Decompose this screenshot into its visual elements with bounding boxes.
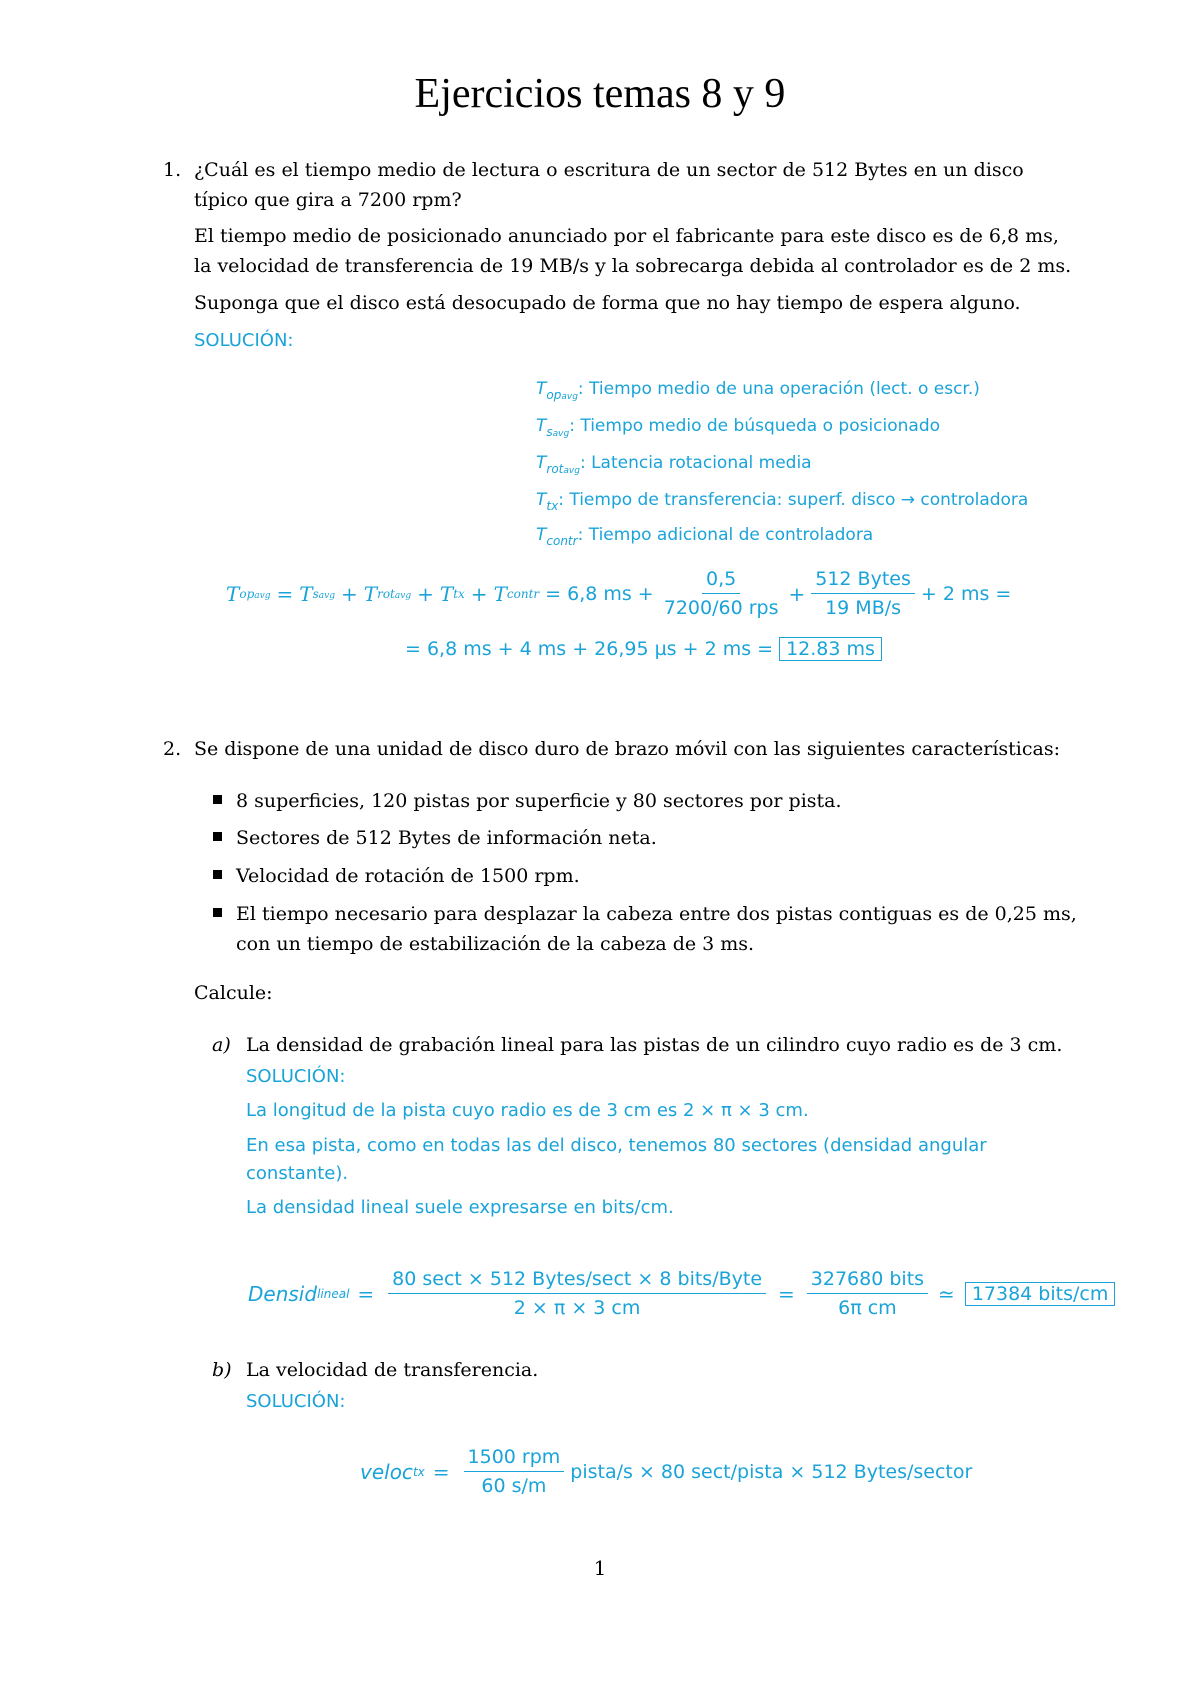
list-item: 8 superficies, 120 pistas por superficie y 80 sectores por pista. <box>213 786 1113 816</box>
part-b-solution-label: SOLUCIÓN: <box>246 1391 346 1412</box>
part-a-label: a) <box>212 1034 231 1056</box>
definition-item: $T_{tx}$: Tiempo de transferencia: superf. disco → controladora <box>536 490 1029 513</box>
calcule-label: Calcule: <box>194 982 273 1004</box>
equation-density-result-box: 17384 bits/cm <box>965 1282 1116 1306</box>
question-2-number: 2. <box>163 738 182 760</box>
definitions-list <box>536 375 1028 556</box>
part-a-solution-line-2: En esa pista, como en todas las del disco, tenemos 80 sectores (densidad angular <box>246 1135 987 1156</box>
question-1-number: 1. <box>163 159 182 181</box>
list-item: Sectores de 512 Bytes de información neta. <box>213 823 1113 853</box>
question-1-line-1: ¿Cuál es el tiempo medio de lectura o escritura de un sector de 512 Bytes en un disco <box>194 159 1024 181</box>
part-b-text: La velocidad de transferencia. <box>246 1359 539 1381</box>
equation-transfer-rate: veloc tx = $\frac{\text{1500 rpm}}{60 s/m}$ pista/s × 80 sect/pista × 512 Bytes/sector <box>360 1446 973 1497</box>
question-1-para2-line-1: El tiempo medio de posicionado anunciado por el fabricante para este disco es de 6,8 ms, <box>194 225 1059 247</box>
part-a-solution-label: SOLUCIÓN: <box>246 1066 346 1087</box>
part-a-solution-line-1: La longitud de la pista cuyo radio es de 3 cm es 2 × π × 3 cm. <box>246 1100 809 1121</box>
equation-1: T opavg = T savg + T rotavg + T tx + T contr = 6,8 ms + $\frac{0,5}{\text{7200/60 rps}}$ + $\frac{\text{512 Bytes}}{19 MB/s}$ + 2 ms = <box>226 568 1012 619</box>
part-a-text: La densidad de grabación lineal para las pistas de un cilindro cuyo radio es de 3 cm. <box>246 1034 1063 1056</box>
page-title: Ejercicios temas 8 y 9 <box>414 71 786 117</box>
definition-item: $T_{rotavg}$: Latencia rotacional media <box>536 453 812 476</box>
equation-density: Densid lineal = $\frac{\text{80 sect × 512 Bytes/sect × 8 bits/Byte}}{2 \times \pi \times 3 cm}$ = $\frac{\text{327680 bits}}{\text{6π cm}}$ ≃ 17384 bits/cm <box>248 1268 1115 1319</box>
part-a-solution-line-3: constante). <box>246 1163 349 1184</box>
question-1-para3: Suponga que el disco está desocupado de forma que no hay tiempo de espera alguno. <box>194 292 1021 314</box>
list-item: Velocidad de rotación de 1500 rpm. <box>213 861 1113 891</box>
question-2-intro: Se dispone de una unidad de disco duro de brazo móvil con las siguientes características: <box>194 738 1060 760</box>
page-number: 1 <box>593 1556 607 1580</box>
part-a-solution-line-4: La densidad lineal suele expresarse en bits/cm. <box>246 1197 674 1218</box>
question-1-line-2: típico que gira a 7200 rpm? <box>194 189 462 211</box>
equation-1-result-box: 12.83 ms <box>779 637 882 661</box>
part-b-label: b) <box>212 1359 232 1381</box>
question-1-para2-line-2: la velocidad de transferencia de 19 MB/s y la sobrecarga debida al controlador es de 2 ms. <box>194 255 1072 277</box>
definition-item: $T_{opavg}$: Tiempo medio de una operación (lect. o escr.) <box>536 379 980 402</box>
question-1-solution-label: SOLUCIÓN: <box>194 330 294 351</box>
definition-item: $T_{contr}$: Tiempo adicional de controladora <box>536 525 874 548</box>
list-item: El tiempo necesario para desplazar la cabeza entre dos pistas contiguas es de 0,25 ms, <box>213 899 1113 929</box>
list-item-continuation: con un tiempo de estabilización de la cabeza de 3 ms. <box>236 933 755 955</box>
equation-1-continued: = 6,8 ms + 4 ms + 26,95 µs + 2 ms = 12.83 ms <box>405 637 882 661</box>
definition-item: $T_{savg}$: Tiempo medio de búsqueda o posicionado <box>536 416 941 439</box>
